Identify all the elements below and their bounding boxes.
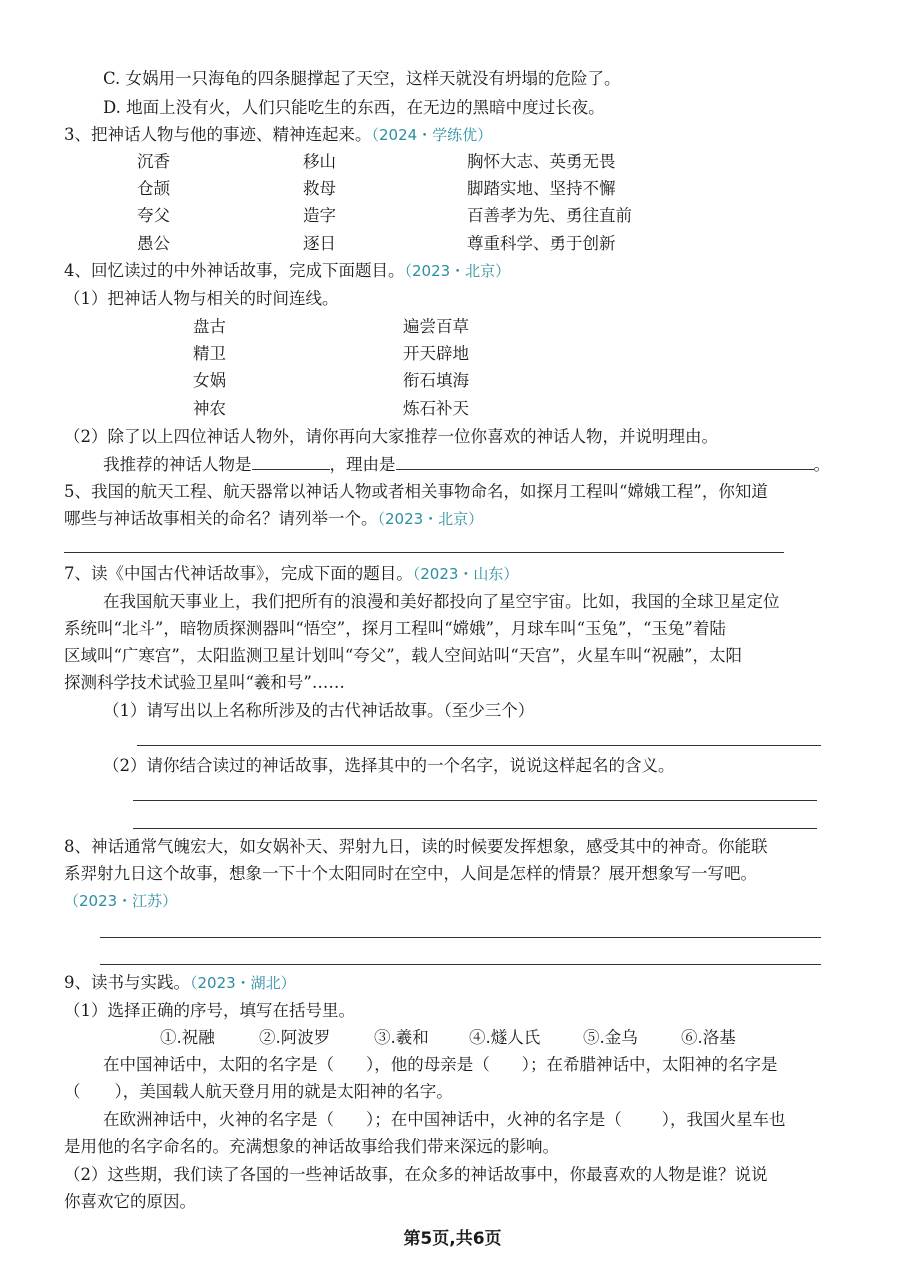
- q3-col1-item: 仓颉: [137, 179, 170, 198]
- q9-choice: ①.祝融: [160, 1028, 215, 1047]
- q9-sentence1: 在中国神话中，太阳的名字是（ ），他的母亲是（ ）；在希腊神话中，太阳神的名字是: [103, 1055, 778, 1074]
- q4-fill-line: 我推荐的神话人物是 ，理由是 。: [103, 455, 830, 474]
- q7-part1: （1）请写出以上名称所涉及的古代神话故事。（至少三个）: [103, 701, 535, 720]
- q3-col3-item: 脚踏实地、坚持不懈: [467, 179, 616, 198]
- q3-col2-item: 造字: [303, 206, 336, 225]
- q9-source: （2023・湖北）: [190, 974, 296, 992]
- page-number-footer: 第5页,共6页: [403, 1229, 502, 1249]
- q7-passage-line: 在我国航天事业上，我们把所有的浪漫和美好都投向了星空宇宙。比如，我国的全球卫星定位: [103, 592, 780, 611]
- q9-sentence3: 在欧洲神话中，火神的名字是（ ）；在中国神话中，火神的名字是（ ），我国火星车也: [103, 1110, 786, 1129]
- q5-line2: 哪些与神话故事相关的命名？请列举一个。（2023・北京）: [64, 509, 484, 528]
- option-c: C. 女娲用一只海龟的四条腿撑起了天空，这样天就没有坍塌的危险了。: [103, 69, 621, 88]
- q5-line1: 5、我国的航天工程、航天器常以神话人物或者相关事物命名，如探月工程叫“嫦娥工程”，你知道: [64, 482, 768, 501]
- q3-col3-item: 胸怀大志、英勇无畏: [467, 152, 616, 171]
- q9-part1: （1）选择正确的序号，填写在括号里。: [64, 1001, 355, 1020]
- q9-part2-line2: 你喜欢它的原因。: [64, 1192, 196, 1211]
- q4-source: （2023・北京）: [404, 262, 511, 280]
- q9-choice: ⑥.洛基: [681, 1028, 736, 1047]
- q3-stem: 3、把神话人物与他的事迹、精神连起来。（2024・学练优）: [64, 125, 493, 144]
- q9-choice: ③.羲和: [374, 1028, 429, 1047]
- q3-col2-item: 逐日: [303, 234, 336, 253]
- q9-part2-line1: （2）这些期，我们读了各国的一些神话故事，在众多的神话故事中，你最喜欢的人物是谁？说说: [64, 1165, 768, 1184]
- q9-choice: ②.阿波罗: [259, 1028, 331, 1047]
- q4-col1-item: 女娲: [193, 371, 226, 390]
- q7-passage-line: 系统叫“北斗”，暗物质探测器叫“悟空”，探月工程叫“嫦娥”，月球车叫“玉兔”，“玉兔”着陆: [64, 619, 726, 638]
- q5-source: （2023・北京）: [377, 510, 484, 528]
- option-d: D. 地面上没有火，人们只能吃生的东西，在无边的黑暗中度过长夜。: [103, 98, 605, 117]
- q5-answer-line[interactable]: [64, 552, 784, 553]
- q7-part2: （2）请你结合读过的神话故事，选择其中的一个名字，说说这样起名的含义。: [103, 756, 675, 775]
- q4-col2-item: 遍尝百草: [403, 317, 469, 336]
- q3-col1-item: 沉香: [137, 152, 170, 171]
- q3-col3-item: 百善孝为先、勇往直前: [467, 206, 632, 225]
- q4-stem: 4、回忆读过的中外神话故事，完成下面题目。（2023・北京）: [64, 261, 511, 280]
- character-answer-blank[interactable]: [252, 453, 330, 470]
- q4-col1-item: 精卫: [193, 344, 226, 363]
- q4-col2-item: 开天辟地: [403, 344, 469, 363]
- q9-sentence2: （ ），美国载人航天登月用的就是太阳神的名字。: [64, 1082, 453, 1101]
- q9-sentence4: 是用他的名字命名的。充满想象的神话故事给我们带来深远的影响。: [64, 1137, 559, 1156]
- q7-part1-answer-line[interactable]: [137, 745, 821, 746]
- q3-source: （2024・学练优）: [371, 126, 493, 144]
- q7-passage-line: 探测科学技术试验卫星叫“羲和号”……: [64, 673, 345, 692]
- q3-col2-item: 救母: [303, 179, 336, 198]
- q9-choice: ④.燧人氏: [469, 1028, 541, 1047]
- q7-passage-line: 区域叫“广寒宫”，太阳监测卫星计划叫“夸父”，载人空间站叫“天宫”，火星车叫“祝融”，太阳: [64, 646, 742, 665]
- q7-source: （2023・山东）: [412, 565, 519, 583]
- q7-stem: 7、读《中国古代神话故事》，完成下面的题目。（2023・山东）: [64, 564, 519, 583]
- q3-col2-item: 移山: [303, 152, 336, 171]
- q3-col3-item: 尊重科学、勇于创新: [467, 234, 616, 253]
- q8-answer-line[interactable]: [100, 937, 821, 938]
- q7-part2-answer-line[interactable]: [133, 800, 817, 801]
- q3-col1-item: 愚公: [137, 234, 170, 253]
- q4-part2: （2）除了以上四位神话人物外，请你再向大家推荐一位你喜欢的神话人物，并说明理由。: [64, 427, 718, 446]
- q7-part2-answer-line[interactable]: [133, 828, 817, 829]
- q8-line2: 系羿射九日这个故事，想象一下十个太阳同时在空中，人间是怎样的情景？展开想象写一写吧。: [64, 864, 757, 883]
- q9-choice: ⑤.金乌: [583, 1028, 638, 1047]
- q9-stem: 9、读书与实践。（2023・湖北）: [64, 973, 296, 992]
- q4-col1-item: 盘古: [193, 317, 226, 336]
- reason-answer-blank[interactable]: [396, 453, 814, 470]
- q4-part1: （1）把神话人物与相关的时间连线。: [64, 289, 339, 308]
- q3-col1-item: 夸父: [137, 206, 170, 225]
- q8-source: （2023・江苏）: [64, 892, 178, 910]
- q8-line1: 8、神话通常气魄宏大，如女娲补天、羿射九日，读的时候要发挥想象，感受其中的神奇。你能联: [64, 837, 768, 856]
- q4-col1-item: 神农: [193, 399, 226, 418]
- q4-col2-item: 炼石补天: [403, 399, 469, 418]
- q8-answer-line[interactable]: [100, 964, 821, 965]
- q4-col2-item: 衔石填海: [403, 371, 469, 390]
